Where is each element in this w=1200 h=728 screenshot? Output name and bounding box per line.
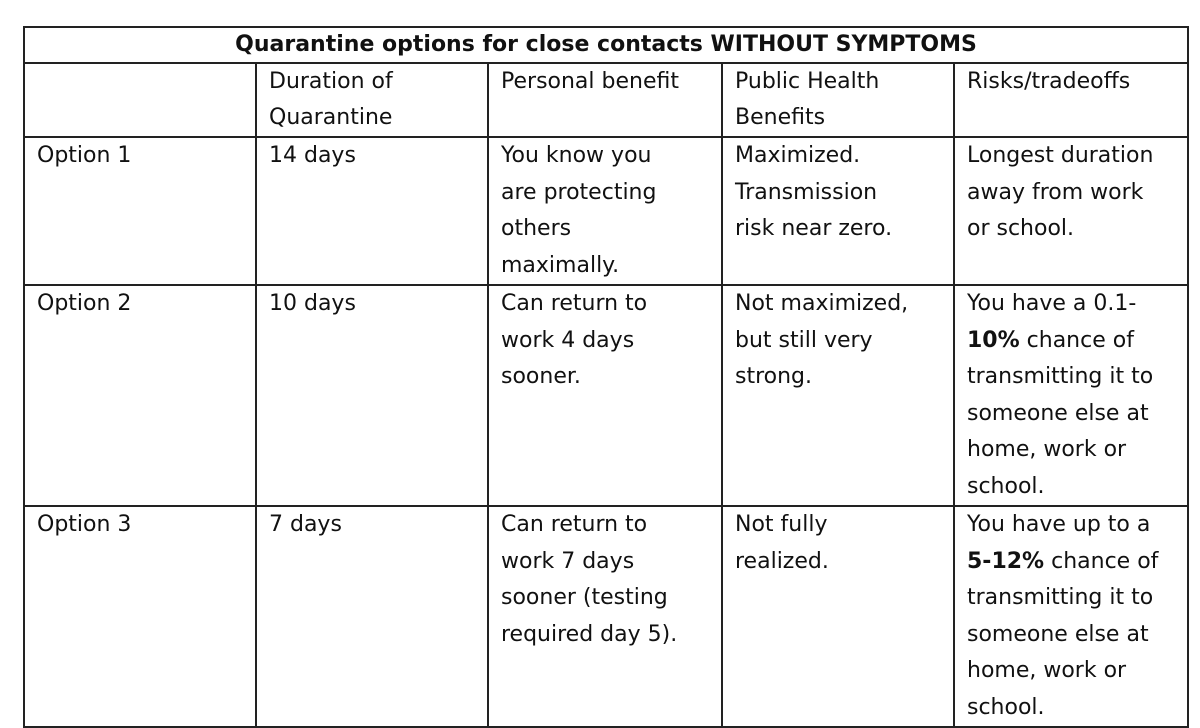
risks-cell [954,285,1188,506]
title-row [24,27,1188,63]
personal-benefit-cell: Can return to work 4 days sooner. [488,285,722,506]
public-health-cell: Not fully realized. [722,506,954,727]
option-label: Option 1 [24,137,256,285]
table-row [24,506,1188,727]
public-health-cell: Maximized. Transmission risk near zero. [722,137,954,285]
header-risks-tradeoffs: Risks/tradeoffs [954,63,1188,137]
risk-highlight: 10% [967,327,1020,353]
header-personal-benefit: Personal benefit [488,63,722,137]
quarantine-options-document [23,26,1187,728]
header-row [24,63,1188,137]
table-title: Quarantine options for close contacts WITHOUT SYMPTOMS [24,27,1188,63]
duration-cell: 14 days [256,137,488,285]
public-health-cell: Not maximized, but still very strong. [722,285,954,506]
table-row [24,137,1188,285]
option-label: Option 2 [24,285,256,506]
risk-text: Longest duration away from work or school. [967,143,1154,241]
personal-benefit-cell: You know you are protecting others maximally. [488,137,722,285]
risk-highlight: 5-12% [967,548,1045,574]
risk-text: You have up to a [967,512,1151,537]
header-duration: Duration of Quarantine [256,63,488,137]
quarantine-options-table [23,26,1189,728]
header-empty [24,63,256,137]
risks-cell [954,137,1188,285]
duration-cell: 7 days [256,506,488,727]
risks-cell [954,506,1188,727]
header-public-health-benefits: Public Health Benefits [722,63,954,137]
risk-text-rest: chance of transmitting it to someone else at home, work or school. [967,327,1154,499]
personal-benefit-cell: Can return to work 7 days sooner (testing required day 5). [488,506,722,727]
risk-text: You have a 0.1- [967,291,1137,316]
risk-text-rest: chance of transmitting it to someone else at home, work or school. [967,548,1159,720]
duration-cell: 10 days [256,285,488,506]
table-row [24,285,1188,506]
option-label: Option 3 [24,506,256,727]
